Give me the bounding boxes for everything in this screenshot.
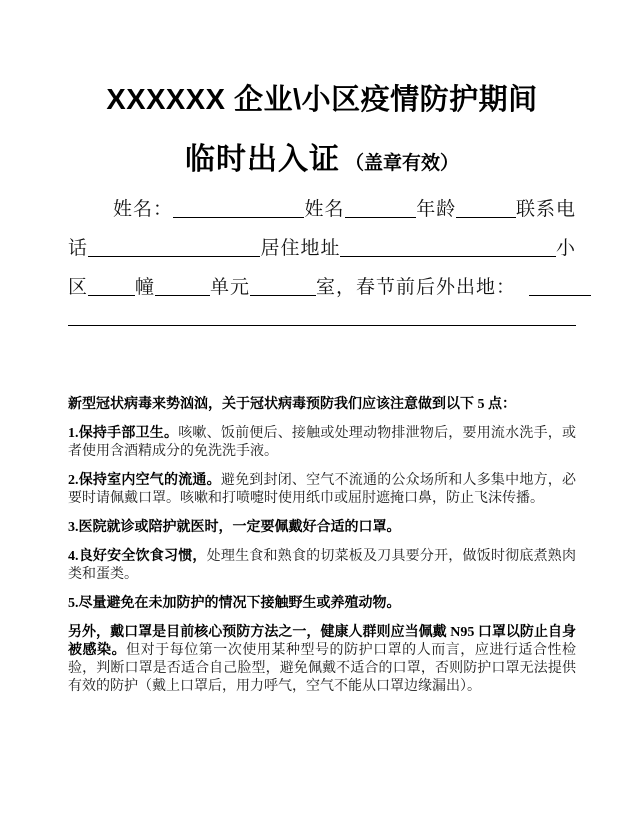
notice-point-2	[68, 472, 576, 508]
point-2-body: 避免到封闭、空气不流通的公众场所和人多集中地方，必要时请佩戴口罩。咳嗽和打喷嚏时使用纸巾或屈肘遮掩口鼻，防止飞沫传播。	[68, 473, 577, 506]
fill-in-form	[68, 190, 576, 326]
room-and-travel-label: 室，春节前后外出地：	[316, 277, 517, 298]
phone-blank-field	[88, 244, 260, 257]
full-width-blank-line	[68, 325, 576, 326]
form-line-3	[68, 268, 576, 307]
document-title-line2	[68, 141, 576, 183]
point-4-lead: 4.良好安全饮食习惯，	[68, 549, 207, 564]
contact-phone-label-part2: 话	[68, 238, 89, 259]
community-blank-field	[88, 283, 135, 296]
unit-blank-field	[250, 283, 316, 296]
stamp-validity-note: （盖章有效）	[344, 153, 459, 174]
community-label-part2: 区	[68, 277, 89, 298]
point-1-body: 咳嗽、饭前便后、接触或处理动物排泄物后，要用流水洗手，或者使用含酒精成分的免洗洗手液。	[68, 426, 577, 459]
point-1-lead: 1.保持手部卫生。	[68, 426, 179, 441]
notice-point-4	[68, 548, 576, 584]
notice-extra	[68, 624, 576, 696]
extra-lead: 另外，戴口罩是目前核心预防方法之一，健康人群则应当佩戴 N95 口罩以防止自身被感染。	[68, 625, 576, 658]
age-blank-field	[456, 205, 516, 218]
age-label: 年龄	[416, 199, 457, 220]
community-label-part1: 小	[555, 238, 576, 259]
notice-point-3	[68, 519, 576, 537]
notice-intro: 新型冠状病毒来势汹汹，关于冠状病毒预防我们应该注意做到以下 5 点：	[68, 397, 516, 412]
name2-blank-field	[345, 205, 417, 218]
notice-point-1	[68, 425, 576, 461]
address-label: 居住地址	[260, 238, 341, 259]
address-blank-field	[340, 244, 556, 257]
name-label: 姓名：	[113, 199, 174, 220]
point-3-lead: 3.医院就诊或陪护就医时，一定要佩戴好合适的口罩。	[68, 520, 401, 535]
form-line-2	[68, 229, 576, 268]
extra-body: 但对于每位第一次使用某种型号的防护口罩的人而言，应进行适合性检验，判断口罩是否适合自己脸型，避免佩戴不适合的口罩，否则防护口罩无法提供有效的防护（戴上口罩后，用力呼气，空气不能从口罩边缘漏出）。	[68, 643, 577, 694]
form-line-1	[68, 190, 576, 229]
contact-phone-label-part1: 联系电	[515, 199, 576, 220]
name2-label: 姓名	[304, 199, 345, 220]
point-5-lead: 5.尽量避免在未加防护的情况下接触野生或养殖动物。	[68, 596, 401, 611]
document-title-line1: XXXXXX 企业\小区疫情防护期间	[106, 84, 538, 116]
pass-title-text: 临时出入证	[184, 143, 340, 176]
building-label: 幢	[135, 277, 156, 298]
point-4-body: 处理生食和熟食的切菜板及刀具要分开，做饭时彻底煮熟肉类和蛋类。	[68, 549, 577, 582]
building-blank-field	[155, 283, 210, 296]
prevention-notice	[68, 396, 576, 696]
unit-label: 单元	[210, 277, 251, 298]
notice-point-5	[68, 595, 576, 613]
name-blank-field	[173, 205, 304, 218]
travel-destination-blank-field	[529, 283, 591, 296]
point-2-lead: 2.保持室内空气的流通。	[68, 473, 221, 488]
